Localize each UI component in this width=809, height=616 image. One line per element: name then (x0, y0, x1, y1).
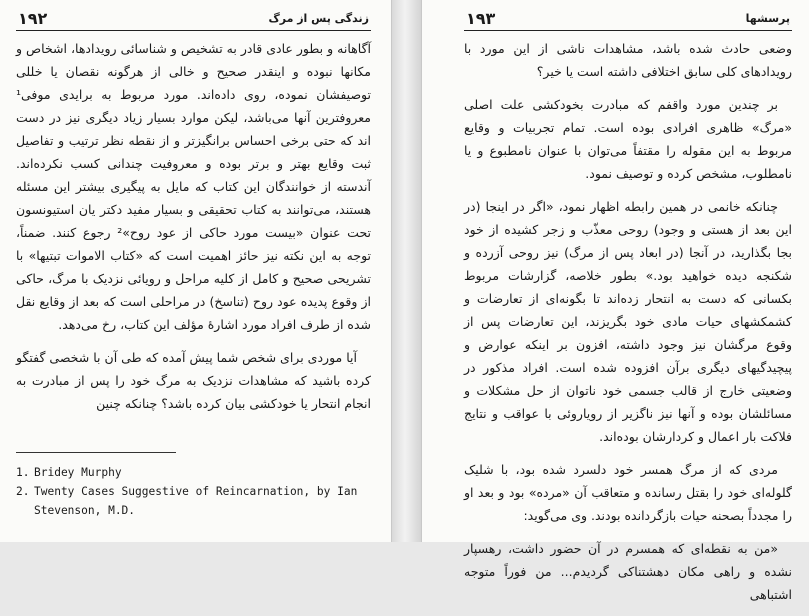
right-page-header (464, 9, 792, 31)
paragraph: مردی که از مرگ همسر خود دلسرد شده بود، با شلیک گلوله‌ای خود را بقتل رسانده و متعاقب آن «مرده» بود و بعد او را مجدداً بصحنه حیات بازگردانده بودند. وی می‌گوید: (464, 462, 792, 523)
paragraph: «من به نقطه‌ای که همسرم در آن حضور داشت، رهسپار نشده و راهی مکان دهشتناکی گردیدم... من فوراً متوجه اشتباهی (464, 541, 792, 602)
right-running-head: پرسشها (745, 12, 790, 25)
book-gutter (392, 0, 421, 542)
paragraph: آگاهانه و بطور عادی قادر به تشخیص و شناسائی رویدادها، اشخاص و مکانها نبوده و اینقدر صحیح و خالی از هرگونه نقصان یا خللی توصیفشان نموده، روی داده‌اند. مورد مربوط به برایدی موفی¹ معروفترین آنها می‌باشد، لیکن موارد بسیار زیاد دیگری نیز در دست اند که حتی برخی احساس برانگیزتر و از نقطه نظر ترتیب و تفاصیل ثبت وقایع بهتر و برتر بوده و معروفیت چندانی کسب نکرده‌اند. آندسته از خوانندگان این کتاب که مایل به پیگیری بیشتر این مسئله هستند، می‌توانند به کتاب تحقیقی و بسیار مفید دکتر یان استیونسون تحت عنوان «بیست مورد حاکی از عود روح»² رجوع کنند. ضمناً، توجه به این نکته نیز حائز اهمیت است که «کتاب الاموات تبتیها» با تشریحی صحیح و کامل از کلیه مراحل و رویائی نزدیک با مرگ، حاکی از وقوع پدیده عود روح (تناسخ) در مراحلی است که بعد از وقایع نقل شده از طرف افراد مورد اشارهٔ مؤلف این کتاب، رخ می‌دهد. (16, 41, 371, 332)
footnotes (16, 463, 376, 520)
footnote (16, 463, 376, 482)
left-page (0, 0, 392, 542)
right-page-body (464, 37, 792, 616)
left-page-header (16, 9, 371, 31)
left-running-head: زندگی پس از مرگ (268, 12, 369, 25)
left-page-number: ۱۹۲ (18, 9, 48, 28)
paragraph: وضعی حادث شده باشد، مشاهدات ناشی از این مورد با رویدادهای کلی سابق اختلافی داشته است یا خیر؟ (464, 41, 792, 79)
right-page-number: ۱۹۳ (466, 9, 496, 28)
paragraph: آیا موردی برای شخص شما پیش آمده که طی آن با شخصی گفتگو کرده باشید که مشاهدات نزدیک به مرگ خود را پس از مبادرت به انجام انتحار یا خودکشی بیان کرده باشد؟ چنانکه چنین (16, 350, 371, 411)
paragraph: بر چندین مورد واقفم که مبادرت بخودکشی علت اصلی «مرگ» ظاهری افرادی بوده است. تمام تجربیات و وقایع مربوط به این مقوله را مقتفاً می‌توان با عنوان نامطبوع و یا نامطلوب، مشخص کرده و توصیف نمود. (464, 97, 792, 181)
paragraph: چنانکه خانمی در همین رابطه اظهار نمود، «اگر در اینجا (در این بعد از هستی و وجود) روحی معذّب و زجر کشیده از خود بجا بگذارید، در آنجا (در ابعاد پس از مرگ) نیز روحی آزرده و شکنجه دیده خواهید بود.» بطور خلاصه، گزارشات مربوط بکسانی که دست به انتحار زده‌اند تا بگونه‌ای از تعارضات و کشمکشهای حیات مادی خود بگریزند، این تعارضات پس از وقوع مرگشان نیز وجود داشته، افزون بر اینکه عوارض و پیچیدگیهای دیگری برآن افزوده شده است. افراد مذکور در وضعیتی خارج از قالب جسمی خود ناتوان از حل مشکلات و مسائلشان بوده و آنها نیز ناگزیر از رویاروئی با عواقب و نتایج فلاکت بار اعمال و کردارشان بوده‌اند. (464, 199, 792, 444)
left-page-body (16, 37, 371, 425)
footnote (16, 482, 376, 520)
footnote-separator (16, 452, 176, 453)
footnote-text: Bridey Murphy (34, 466, 122, 479)
footnote-text: Twenty Cases Suggestive of Reincarnation, by Ian Stevenson, M.D. (34, 485, 358, 517)
footnote-number: 2. (16, 485, 30, 498)
right-page (421, 0, 809, 602)
footnote-number: 1. (16, 466, 30, 479)
